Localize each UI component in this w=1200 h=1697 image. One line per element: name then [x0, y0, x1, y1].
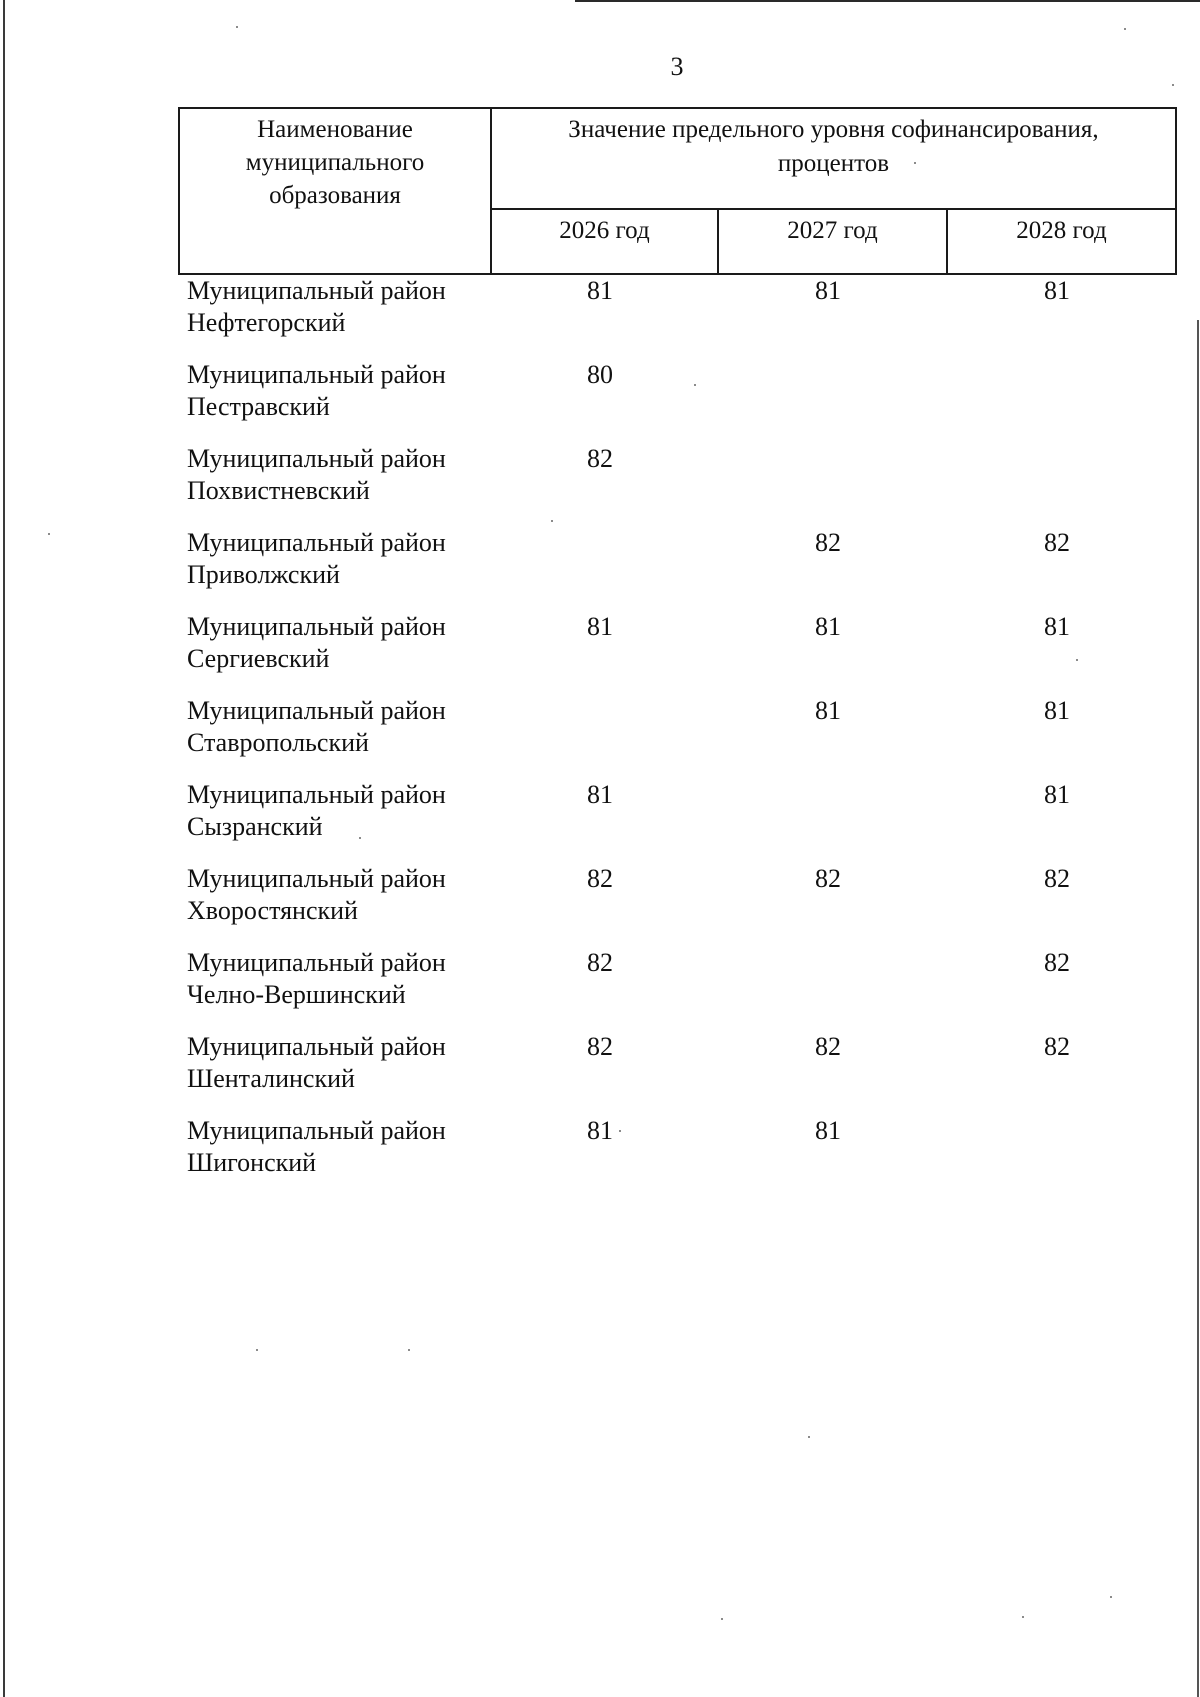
table-row	[183, 275, 1183, 359]
value-2028: 82	[1044, 864, 1070, 893]
value-2027: 81	[815, 696, 841, 725]
municipality-type: Муниципальный район	[187, 1116, 446, 1145]
scan-speck	[1172, 84, 1174, 86]
municipality-title: Сызранский	[187, 812, 323, 841]
municipality-title: Ставропольский	[187, 728, 369, 757]
page-number: 3	[670, 52, 684, 81]
municipality-name	[187, 1115, 487, 1179]
value-2026: 80	[587, 360, 613, 389]
municipality-type: Муниципальный район	[187, 780, 446, 809]
municipality-name	[187, 779, 487, 843]
scan-speck	[1124, 28, 1126, 30]
municipality-title: Похвистневский	[187, 476, 370, 505]
value-2027: 81	[815, 276, 841, 305]
header-year-2027: 2027 год	[719, 210, 948, 273]
header-year-2026: 2026 год	[492, 210, 719, 273]
value-2027: 82	[815, 864, 841, 893]
header-year-2028: 2028 год	[1016, 217, 1107, 244]
municipality-type: Муниципальный район	[187, 696, 446, 725]
table-row	[183, 1115, 1183, 1199]
scan-speck	[721, 1618, 723, 1620]
municipality-title: Пестравский	[187, 392, 330, 421]
municipality-title: Шенталинский	[187, 1064, 355, 1093]
scan-speck	[236, 26, 238, 28]
scan-speck	[808, 1436, 810, 1438]
table-row	[183, 1031, 1183, 1115]
municipality-name	[187, 275, 487, 339]
header-municipality-name: Наименование муниципального образования	[180, 109, 492, 273]
table-body	[183, 275, 1183, 1199]
value-2027: 81	[815, 612, 841, 641]
municipality-title: Шигонский	[187, 1148, 317, 1177]
table-row	[183, 779, 1183, 863]
value-2028: 81	[1044, 780, 1070, 809]
value-2027: 81	[815, 1116, 841, 1145]
scan-speck	[48, 533, 50, 535]
municipality-type: Муниципальный район	[187, 948, 446, 977]
municipality-name	[187, 527, 487, 591]
municipality-name	[187, 947, 487, 1011]
municipality-type: Муниципальный район	[187, 444, 446, 473]
value-2028: 82	[1044, 528, 1070, 557]
value-2026: 82	[587, 1032, 613, 1061]
value-2026: 81	[587, 1116, 613, 1145]
value-2028: 82	[1044, 1032, 1070, 1061]
municipality-title: Челно-Вершинский	[187, 980, 406, 1009]
table-row	[183, 611, 1183, 695]
municipality-name	[187, 1031, 487, 1095]
value-2026: 82	[587, 948, 613, 977]
municipality-title: Нефтегорский	[187, 308, 346, 337]
municipality-name	[187, 359, 487, 423]
municipality-type: Муниципальный район	[187, 528, 446, 557]
value-2028: 81	[1044, 276, 1070, 305]
municipality-title: Хворостянский	[187, 896, 358, 925]
scan-speck	[256, 1349, 258, 1351]
table-row	[183, 947, 1183, 1031]
value-2028: 81	[1044, 696, 1070, 725]
value-2026: 82	[587, 444, 613, 473]
municipality-type: Муниципальный район	[187, 360, 446, 389]
scan-border-left	[3, 0, 5, 1697]
table-row	[183, 443, 1183, 527]
value-2028: 81	[1044, 612, 1070, 641]
value-2026: 81	[587, 612, 613, 641]
municipality-type: Муниципальный район	[187, 864, 446, 893]
value-2026: 81	[587, 276, 613, 305]
value-2027: 82	[815, 528, 841, 557]
table-row	[183, 695, 1183, 779]
scan-border-right	[1197, 320, 1199, 1697]
table-row	[183, 527, 1183, 611]
value-2028: 82	[1044, 948, 1070, 977]
table-row	[183, 359, 1183, 443]
municipality-type: Муниципальный район	[187, 612, 446, 641]
municipality-name	[187, 695, 487, 759]
scan-speck	[1022, 1616, 1024, 1618]
municipality-name	[187, 611, 487, 675]
value-2026: 82	[587, 864, 613, 893]
header-cofinancing-level: Значение предельного уровня софинансирования, процентов	[492, 109, 1175, 210]
scan-speck	[408, 1349, 410, 1351]
municipality-name	[187, 443, 487, 507]
table-header	[178, 107, 1177, 275]
table-row	[183, 863, 1183, 947]
municipality-title: Сергиевский	[187, 644, 330, 673]
municipality-name	[187, 863, 487, 927]
value-2026: 81	[587, 780, 613, 809]
municipality-title: Приволжский	[187, 560, 340, 589]
municipality-type: Муниципальный район	[187, 276, 446, 305]
municipality-type: Муниципальный район	[187, 1032, 446, 1061]
value-2027: 82	[815, 1032, 841, 1061]
scan-border-top	[575, 0, 1200, 2]
scan-speck	[1110, 1596, 1112, 1598]
